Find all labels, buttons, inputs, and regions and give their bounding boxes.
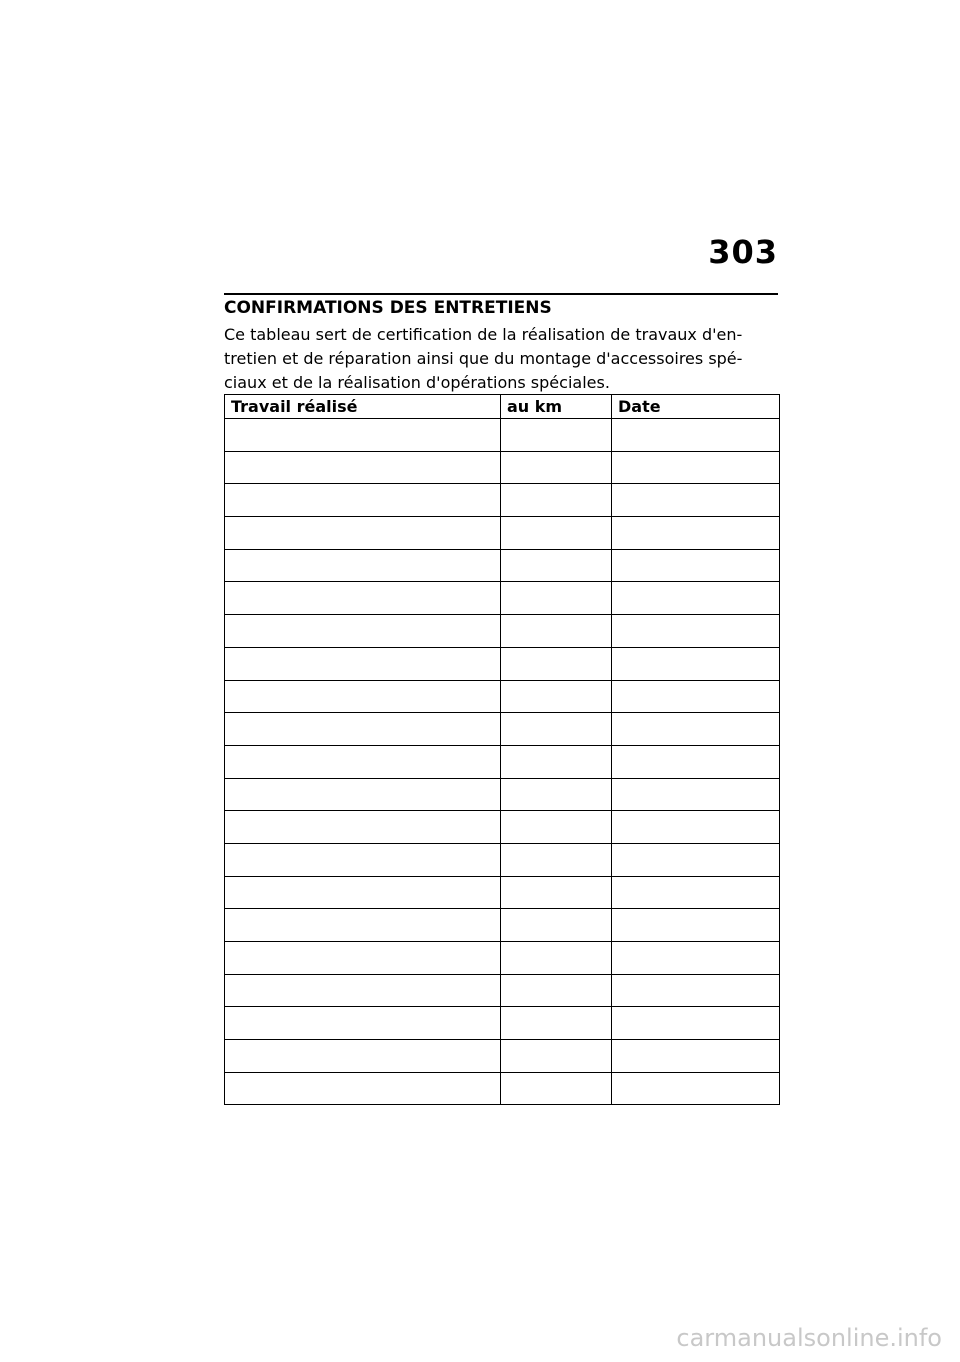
table-row: [225, 1072, 780, 1105]
cell-km[interactable]: [501, 909, 612, 942]
table-body: [225, 419, 780, 1105]
cell-date[interactable]: [612, 778, 780, 811]
cell-km[interactable]: [501, 615, 612, 648]
cell-date[interactable]: [612, 582, 780, 615]
cell-date[interactable]: [612, 549, 780, 582]
cell-km[interactable]: [501, 778, 612, 811]
maintenance-log-table: [224, 394, 780, 1105]
cell-work[interactable]: [225, 713, 501, 746]
cell-work[interactable]: [225, 517, 501, 550]
cell-date[interactable]: [612, 451, 780, 484]
cell-date[interactable]: [612, 876, 780, 909]
cell-work[interactable]: [225, 1072, 501, 1105]
cell-km[interactable]: [501, 942, 612, 975]
cell-date[interactable]: [612, 1007, 780, 1040]
intro-line: Ce tableau sert de certification de la réalisation de travaux d'en-: [224, 325, 743, 344]
cell-work[interactable]: [225, 942, 501, 975]
cell-work[interactable]: [225, 843, 501, 876]
cell-km[interactable]: [501, 1007, 612, 1040]
cell-date[interactable]: [612, 615, 780, 648]
section-title: CONFIRMATIONS DES ENTRETIENS: [224, 298, 552, 318]
cell-date[interactable]: [612, 909, 780, 942]
page-number: 303: [708, 233, 778, 271]
cell-km[interactable]: [501, 517, 612, 550]
cell-work[interactable]: [225, 811, 501, 844]
cell-date[interactable]: [612, 974, 780, 1007]
header-rule: [224, 293, 778, 295]
cell-km[interactable]: [501, 549, 612, 582]
table-row: [225, 484, 780, 517]
cell-km[interactable]: [501, 713, 612, 746]
cell-work[interactable]: [225, 974, 501, 1007]
cell-date[interactable]: [612, 484, 780, 517]
cell-work[interactable]: [225, 745, 501, 778]
cell-work[interactable]: [225, 647, 501, 680]
cell-km[interactable]: [501, 1072, 612, 1105]
column-header-date: Date: [612, 395, 780, 419]
cell-date[interactable]: [612, 745, 780, 778]
watermark: carmanualsonline.info: [676, 1324, 942, 1352]
table-row: [225, 451, 780, 484]
cell-km[interactable]: [501, 419, 612, 452]
cell-work[interactable]: [225, 778, 501, 811]
table-row: [225, 974, 780, 1007]
cell-date[interactable]: [612, 713, 780, 746]
table-row: [225, 745, 780, 778]
cell-work[interactable]: [225, 451, 501, 484]
cell-km[interactable]: [501, 876, 612, 909]
cell-km[interactable]: [501, 745, 612, 778]
cell-date[interactable]: [612, 680, 780, 713]
cell-km[interactable]: [501, 582, 612, 615]
cell-work[interactable]: [225, 582, 501, 615]
cell-work[interactable]: [225, 484, 501, 517]
cell-work[interactable]: [225, 419, 501, 452]
cell-km[interactable]: [501, 843, 612, 876]
cell-date[interactable]: [612, 1072, 780, 1105]
cell-work[interactable]: [225, 909, 501, 942]
cell-km[interactable]: [501, 451, 612, 484]
cell-work[interactable]: [225, 615, 501, 648]
table-row: [225, 942, 780, 975]
table-row: [225, 419, 780, 452]
table-row: [225, 1007, 780, 1040]
table-row: [225, 582, 780, 615]
cell-km[interactable]: [501, 974, 612, 1007]
cell-work[interactable]: [225, 876, 501, 909]
intro-paragraph: [224, 323, 780, 395]
table-row: [225, 615, 780, 648]
cell-date[interactable]: [612, 647, 780, 680]
cell-km[interactable]: [501, 811, 612, 844]
cell-date[interactable]: [612, 942, 780, 975]
table-row: [225, 876, 780, 909]
column-header-km: au km: [501, 395, 612, 419]
cell-date[interactable]: [612, 811, 780, 844]
table-row: [225, 811, 780, 844]
table-row: [225, 1040, 780, 1073]
table-row: [225, 778, 780, 811]
column-header-work: Travail réalisé: [225, 395, 501, 419]
cell-date[interactable]: [612, 843, 780, 876]
table-row: [225, 647, 780, 680]
table-row: [225, 713, 780, 746]
cell-date[interactable]: [612, 1040, 780, 1073]
table-row: [225, 517, 780, 550]
cell-date[interactable]: [612, 419, 780, 452]
table-row: [225, 909, 780, 942]
cell-work[interactable]: [225, 1040, 501, 1073]
intro-line: tretien et de réparation ainsi que du montage d'accessoires spé-: [224, 349, 743, 368]
table-row: [225, 680, 780, 713]
cell-date[interactable]: [612, 517, 780, 550]
cell-work[interactable]: [225, 1007, 501, 1040]
table-row: [225, 843, 780, 876]
cell-work[interactable]: [225, 549, 501, 582]
table-row: [225, 549, 780, 582]
cell-work[interactable]: [225, 680, 501, 713]
cell-km[interactable]: [501, 680, 612, 713]
cell-km[interactable]: [501, 484, 612, 517]
intro-line: ciaux et de la réalisation d'opérations spéciales.: [224, 373, 610, 392]
cell-km[interactable]: [501, 647, 612, 680]
cell-km[interactable]: [501, 1040, 612, 1073]
table-header-row: [225, 395, 780, 419]
